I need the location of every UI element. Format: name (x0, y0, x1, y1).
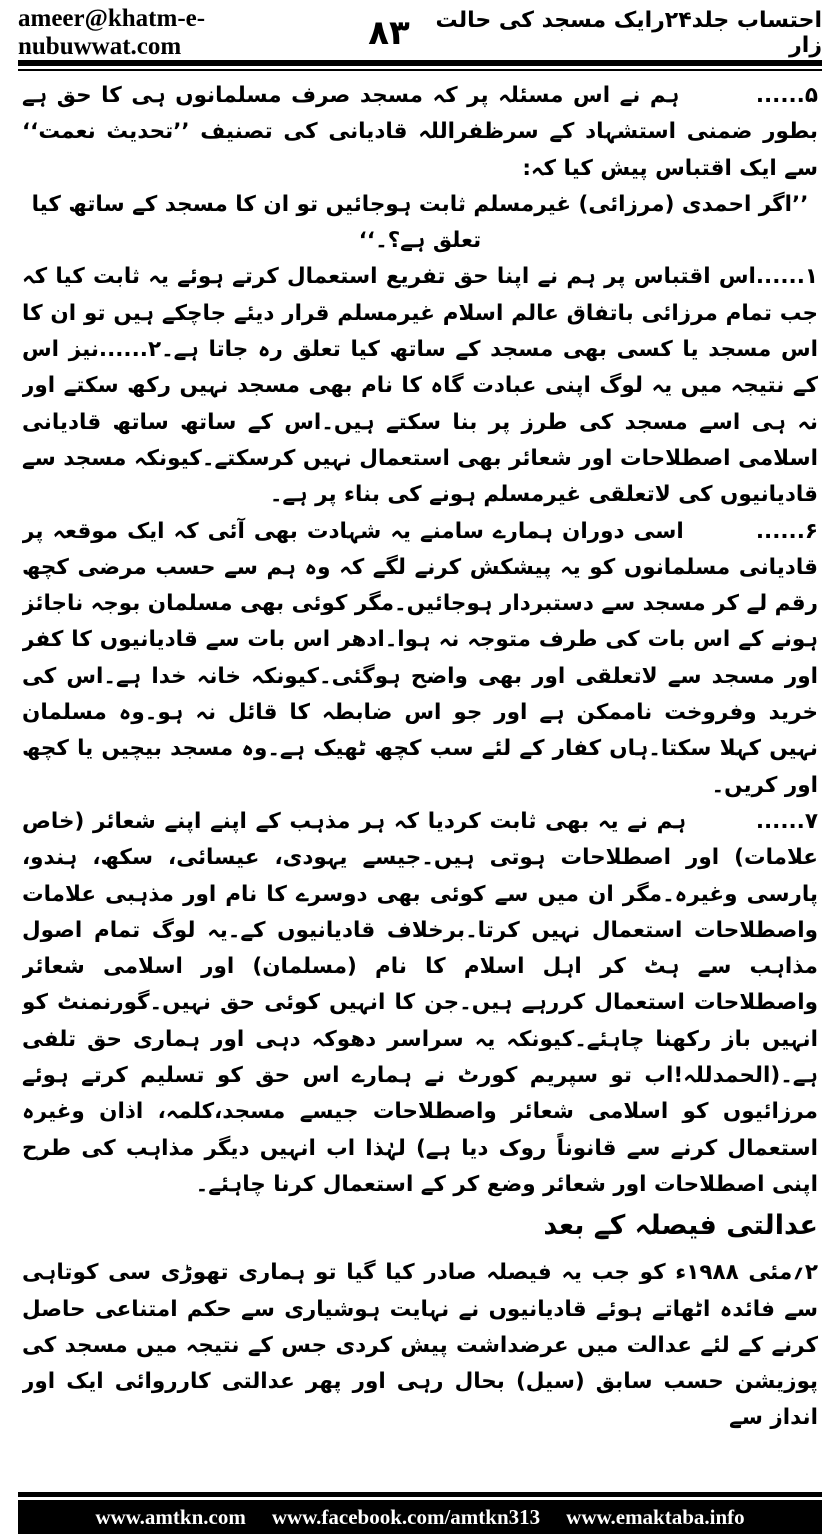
paragraph-7-text: ہم نے یہ بھی ثابت کردیا کہ ہر مذہب کے اپنے اپنے شعائر (خاص علامات) اور اصطلاحات ہوتی ہیں۔جیسے یہودی، عیسائی، سکھ، ہندو، پارسی وغیرہ۔مگر ان میں سے کوئی بھی دوسرے کا نام اور مذہبی علامات واصطلاحات استعمال نہیں کرتا۔برخلاف قادیانیوں کے۔یہ لوگ تمام اصول مذاہب سے ہٹ کر اہل اسلام کا نام (مسلمان) اور اسلامی شعائر واصطلاحات استعمال کررہے ہیں۔جن کا انہیں کوئی حق نہیں۔گورنمنٹ کو انہیں باز رکھنا چاہئے۔کیونکہ یہ سراسر دھوکہ دہی اور ہماری حق تلفی ہے۔(الحمدللہ!اب تو سپریم کورٹ نے ہمارے اس حق کو تسلیم کرتے ہوئے مرزائیوں کو اسلامی شعائر واصطلاحات جیسے مسجد،کلمہ، اذان وغیرہ استعمال کرنے سے قانوناً روک دیا ہے) لہٰذا اب انہیں دیگر مذاہب کی طرح اپنی اصطلاحات اور شعائر وضع کر کے استعمال کرنا چاہئے۔ (22, 808, 818, 1197)
header-email: ameer@khatm-e-nubuwwat.com (18, 5, 206, 60)
paragraph-5 (22, 78, 818, 187)
paragraph-7 (22, 804, 818, 1203)
paragraph-5-continued: ۱......اس اقتباس پر ہم نے اپنا حق تفریع استعمال کرتے ہوئے یہ ثابت کیا کہ جب تمام مرزائی باتفاق عالم اسلام غیرمسلم قرار دیئے جاچکے ہیں تو ان کا اس مسجد یا کسی بھی مسجد کے ساتھ کیا تعلق رہ جاتا ہے۔۲......نیز اس کے نتیجہ میں یہ لوگ اپنی عبادت گاہ کا نام بھی مسجد نہیں رکھ سکتے اور نہ ہی اسے مسجد کی طرز پر بنا سکتے ہیں۔اس کے ساتھ ساتھ قادیانی اسلامی اصطلاحات اور شعائر بھی استعمال نہیں کرسکتے۔کیونکہ مسجد سے قادیانیوں کی لاتعلقی غیرمسلم ہونے کی بناء پر ہے۔ (22, 264, 818, 508)
section-heading: عدالتی فیصلہ کے بعد (543, 1210, 818, 1242)
paragraph-5-number: ۵...... (755, 83, 818, 108)
footer-link-facebook[interactable]: www.facebook.com/amtkn313 (271, 1504, 541, 1529)
page-footer (18, 1500, 822, 1534)
page-number: ۸۳ (368, 13, 410, 53)
paragraph-6-number: ۶...... (755, 518, 818, 544)
paragraph-7-number: ۷...... (755, 808, 818, 834)
paragraph-8: ۲؍مئی ۱۹۸۸ء کو جب یہ فیصلہ صادر کیا گیا تو ہماری تھوڑی سی کوتاہی سے فائدہ اٹھاتے ہوئے قادیانیوں نے نہایت ہوشیاری سے حکم امتناعی حاصل کرنے کے لئے عدالت میں عرضداشت پیش کردی جس کے نتیجہ میں مسجد کی پوزیشن حسب سابق (سیل) بحال رہی اور پھر عدالتی کارروائی ایک اور انداز سے (22, 1260, 818, 1431)
header-left (18, 5, 410, 61)
header-rule-thick (18, 60, 822, 66)
quotation: ’’اگر احمدی (مرزائی) غیرمسلم ثابت ہوجائیں تو ان کا مسجد کے ساتھ کیا تعلق ہے؟۔‘‘ (31, 191, 809, 254)
footer-link-emaktaba[interactable]: www.emaktaba.info (566, 1504, 745, 1529)
paragraph-6-text: اسی دوران ہمارے سامنے یہ شہادت بھی آئی کہ ایک موقعہ پر قادیانی مسلمانوں کو یہ پیشکش کرنے لگے کہ وہ ہم سے حسب مرضی کچھ رقم لے کر مسجد سے دستبردار ہوجائیں۔مگر کوئی بھی مسلمان بوجہ ناجائز ہونے کے اس بات کی طرف متوجہ نہ ہوا۔ادھر اس بات سے قادیانیوں کا کفر اور مسجد سے لاتعلقی اور بھی واضح ہوگئی۔کیونکہ خانہ خدا ہے۔اس کی خرید وفروخت ناممکن ہے اور جو اس ضابطہ کا قائل نہ ہو۔وہ مسلمان نہیں کہلا سکتا۔ہاں کفار کے لئے سب کچھ ٹھیک ہے۔وہ مسجد بیچیں یا کچھ اور کریں۔ (22, 518, 818, 798)
header-rule-thin (18, 69, 822, 71)
running-title: احتساب جلد۲۴رایک مسجد کی حالت زار (435, 8, 822, 58)
footer-link-amtkn[interactable]: www.amtkn.com (95, 1504, 246, 1529)
page-body (22, 78, 818, 1460)
paragraph-5-text: ہم نے اس مسئلہ پر کہ مسجد صرف مسلمانوں ہی کا حق ہے بطور ضمنی استشہاد کے سرظفراللہ قادیانی کی تصنیف ’’تحدیث نعمت‘‘ سے ایک اقتباس پیش کیا کہ: (22, 83, 818, 181)
paragraph-6 (22, 514, 818, 804)
footer-rule (18, 1492, 822, 1497)
page-header (18, 5, 822, 60)
